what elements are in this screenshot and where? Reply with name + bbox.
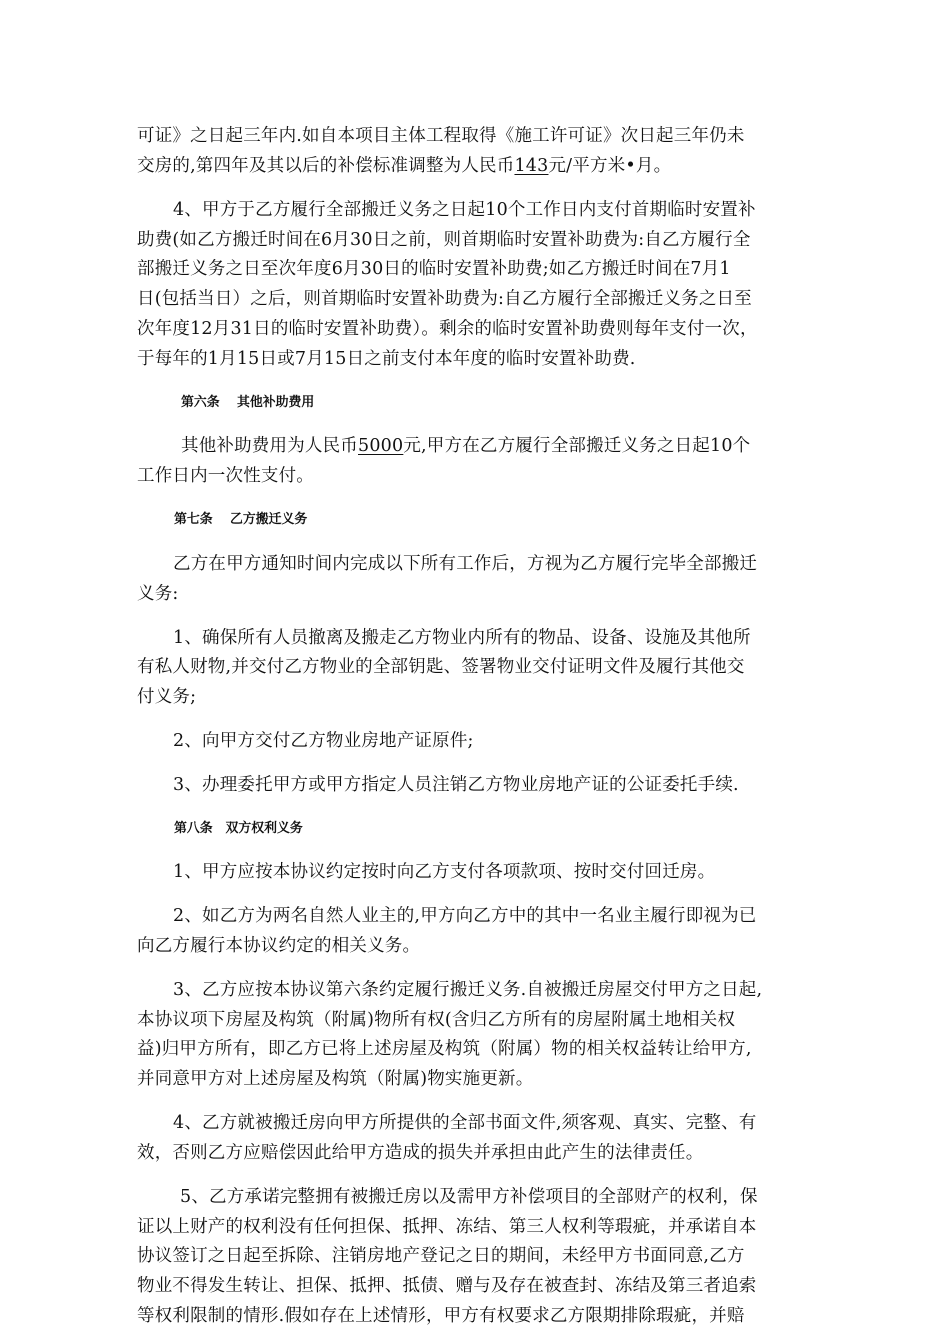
section-heading: 第六条 其他补助费用: [181, 394, 315, 410]
text-line: 付义务;: [137, 687, 197, 708]
text-line: 等权利限制的情形.假如存在上述情形，甲方有权要求乙方限期排除瑕疵，并赔: [137, 1306, 745, 1326]
text-line: 义务:: [137, 583, 179, 604]
text-line: 日(包括当日）之后，则首期临时安置补助费为:自乙方履行全部搬迁义务之日至: [137, 289, 752, 310]
text-line: 1、甲方应按本协议约定按时向乙方支付各项款项、按时交付回迁房。: [173, 862, 716, 883]
text-line: 协议签订之日起至拆除、注销房地产登记之日的期间，未经甲方书面同意,乙方: [137, 1246, 745, 1267]
text-line: 5、乙方承诺完整拥有被搬迁房以及需甲方补偿项目的全部财产的权利，保: [180, 1186, 758, 1207]
text-line: 并同意甲方对上述房屋及构筑（附属)物实施更新。: [137, 1069, 534, 1090]
section-heading: 第八条 双方权利义务: [174, 820, 303, 836]
text-line: 有私人财物,并交付乙方物业的全部钥匙、签署物业交付证明文件及履行其他交: [137, 657, 745, 678]
text-line: 次年度12月31日的临时安置补助费）。剩余的临时安置补助费则每年支付一次，: [137, 319, 758, 339]
section-heading: 第七条 乙方搬迁义务: [174, 512, 308, 527]
text-line: 4、甲方于乙方履行全部搬迁义务之日起10个工作日内支付首期临时安置补: [173, 199, 756, 220]
text-line: 物业不得发生转让、担保、抵押、抵债、赠与及存在被查封、冻结及第三者追索: [137, 1276, 757, 1297]
text-line: 于每年的1月15日或7月15日之前支付本年度的临时安置补助费.: [137, 348, 636, 369]
text-line: 3、办理委托甲方或甲方指定人员注销乙方物业房地产证的公证委托手续.: [173, 774, 739, 795]
text-line: 益)归甲方所有，即乙方已将上述房屋及构筑（附属）物的相关权益转让给甲方,: [137, 1039, 752, 1060]
text-line: 部搬迁义务之日至次年度6月30日的临时安置补助费;如乙方搬迁时间在7月1: [137, 259, 731, 280]
text-line: 2、向甲方交付乙方物业房地产证原件;: [173, 730, 474, 751]
text-line: 工作日内一次性支付。: [137, 466, 314, 487]
text-line: 乙方在甲方通知时间内完成以下所有工作后，方视为乙方履行完毕全部搬迁: [173, 553, 758, 574]
text-line: 2、如乙方为两名自然人业主的,甲方向乙方中的其中一名业主履行即视为已: [173, 906, 757, 926]
text-line: 其他补助费用为人民币5000元,甲方在乙方履行全部搬迁义务之日起10个: [181, 436, 751, 457]
text-line: 3、乙方应按本协议第六条约定履行搬迁义务.自被搬迁房屋交付甲方之日起,: [173, 979, 763, 1000]
underlined-amount: 143: [514, 155, 549, 176]
text-line: 1、确保所有人员撤离及搬走乙方物业内所有的物品、设备、设施及其他所: [173, 627, 751, 648]
text-line: 可证》之日起三年内.如自本项目主体工程取得《施工许可证》次日起三年仍未: [137, 126, 745, 146]
text-line: 效，否则乙方应赔偿因此给甲方造成的损失并承担由此产生的法律责任。: [137, 1142, 704, 1163]
text-line: 交房的,第四年及其以后的补偿标准调整为人民币143元/平方米•月。: [137, 155, 672, 176]
text-line: 4、乙方就被搬迁房向甲方所提供的全部书面文件,须客观、真实、完整、有: [173, 1113, 757, 1133]
text-line: 助费(如乙方搬迁时间在6月30日之前，则首期临时安置补助费为:自乙方履行全: [137, 229, 751, 250]
text-line: 向乙方履行本协议约定的相关义务。: [137, 935, 421, 956]
text-line: 本协议项下房屋及构筑（附属)物所有权(含归乙方所有的房屋附属土地相关权: [137, 1009, 736, 1030]
text-line: 证以上财产的权利没有任何担保、抵押、冻结、第三人权利等瑕疵，并承诺自本: [137, 1216, 757, 1237]
underlined-amount: 5000: [358, 436, 404, 457]
